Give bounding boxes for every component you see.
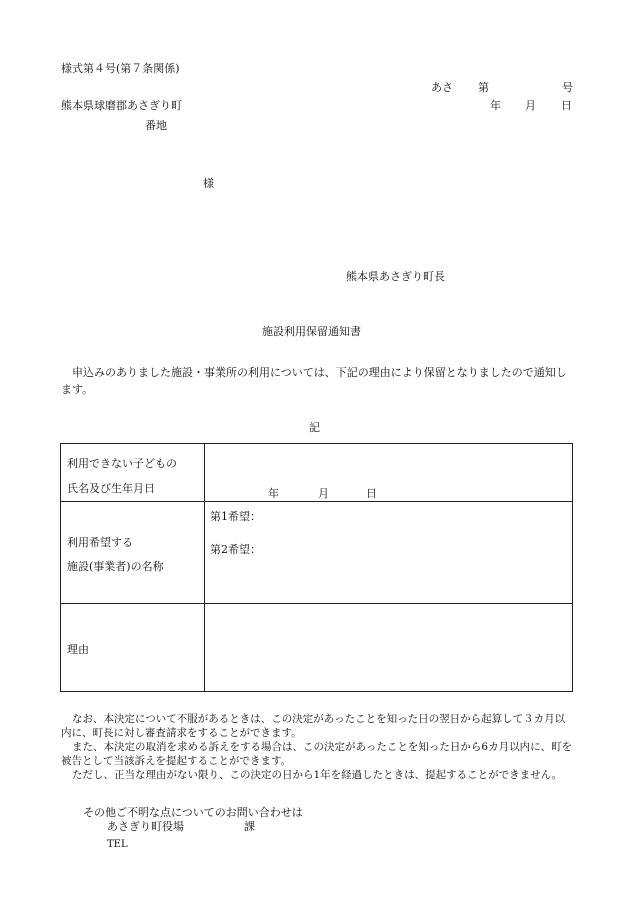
address-line2: 番地 (145, 119, 167, 132)
form-number: 様式第４号(第７条関係) (61, 62, 180, 75)
row3-value-cell[interactable] (205, 604, 573, 692)
issuer: 熊本県あさぎり町長 (346, 270, 445, 283)
ki-label: 記 (309, 421, 320, 434)
row1-label-line2: 氏名及び生年月日 (67, 482, 155, 495)
contact-section: 課 (244, 820, 255, 833)
info-table (60, 443, 573, 692)
note-appeal: なお、本決定について不服があるときは、この決定があったことを知った日の翌日から起算して３カ月以内に、町長に対し審査請求をすることができます。 (61, 713, 566, 739)
row1-month: 月 (318, 487, 329, 500)
body-text: 申込みのありました施設・事業所の利用については、下記の理由により保留となりましたので通知します。 (61, 366, 567, 396)
row1-label-line1: 利用できない子どもの (67, 457, 177, 470)
note-lawsuit: また、本決定の取消を求める訴えをする場合は、この決定があったことを知った日から6カ月以内に、町を被告として当該訴えを提起することができます。 (61, 741, 573, 767)
date-year: 年 (490, 99, 501, 112)
row1-year: 年 (268, 487, 279, 500)
table-row-child (61, 444, 573, 502)
contact-office: あさぎり町役場 (107, 820, 184, 833)
contact-intro: その他ご不明な点についてのお問い合わせは (83, 806, 303, 819)
row1-day: 日 (366, 487, 377, 500)
addressee-suffix: 様 (203, 177, 214, 190)
note-limit: ただし、正当な理由がない限り、この決定の日から1年を経過したときは、提起することができません。 (72, 769, 563, 781)
doc-number-go: 号 (562, 81, 573, 94)
table-row-reason (61, 604, 573, 692)
row1-label-cell (61, 444, 205, 502)
doc-number-prefix: あさ (431, 81, 453, 94)
row2-label-cell (61, 502, 205, 604)
row2-value-cell[interactable] (205, 502, 573, 604)
row2-choice2: 第2希望： (210, 543, 261, 556)
row3-label-cell (61, 604, 205, 692)
row2-label-line2: 施設(事業者)の名称 (67, 560, 164, 573)
address-line1: 熊本県球磨郡あさぎり町 (61, 99, 182, 112)
row2-choice1: 第1希望： (210, 510, 261, 523)
doc-number-dai: 第 (478, 81, 489, 94)
date-day: 日 (561, 99, 572, 112)
date-month: 月 (525, 99, 536, 112)
table-row-facility (61, 502, 573, 604)
row2-label-line1: 利用希望する (67, 536, 133, 549)
row3-label: 理由 (67, 643, 89, 656)
contact-tel: TEL (107, 839, 128, 850)
row1-value-cell[interactable] (205, 444, 573, 502)
document-title: 施設利用保留通知書 (262, 325, 361, 338)
